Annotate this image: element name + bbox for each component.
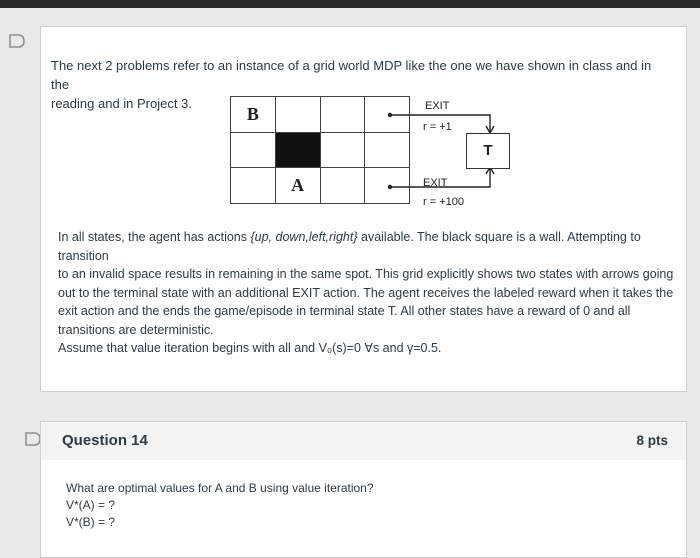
description-line-5: transitions are deterministic. [58,322,214,337]
question-body [40,460,687,558]
reward-label-top: r = +1 [423,121,452,133]
description-line-2: to an invalid space results in remaining in the same spot. This grid explicitly shows two states with arrows going [58,267,674,281]
intro-line-1: The next 2 problems refer to an instance of a grid world MDP like the one we have shown in class and in the [51,58,652,92]
exit-label-bottom: EXIT [423,177,448,189]
exit-label-top: EXIT [425,100,450,112]
description-line-4: exit action and the ends the game/episode in terminal state T. All other states have a reward of 0 and all [58,304,631,318]
description-line-1: In all states, the agent has actions {up, down,left,right} available. The black square is a wall. Attempting to transition [58,230,641,263]
cell-b: B [231,97,276,133]
question-line-a: V*(A) = ? [66,498,116,512]
question-text [66,480,374,531]
flag-icon[interactable] [8,33,26,49]
question-line-b: V*(B) = ? [66,515,116,529]
problem-description [58,228,676,339]
question-points: 8 pts [636,433,668,448]
description-line-3: out to the terminal state with an additional EXIT action. The agent receives the labeled reward when it takes the [58,285,674,300]
cell-a: A [275,168,320,204]
top-bar [0,0,700,8]
question-title: Question 14 [62,432,148,449]
intro-line-2: reading and in Project 3. [51,96,192,111]
question-header [40,421,687,461]
reward-label-bottom: r = +100 [423,196,464,208]
terminal-state-box: T [466,133,510,169]
assumption-text: Assume that value iteration begins with all and V₀(s)=0 ∀s and γ=0.5. [58,341,442,355]
question-prompt: What are optimal values for A and B using value iteration? [66,481,374,495]
